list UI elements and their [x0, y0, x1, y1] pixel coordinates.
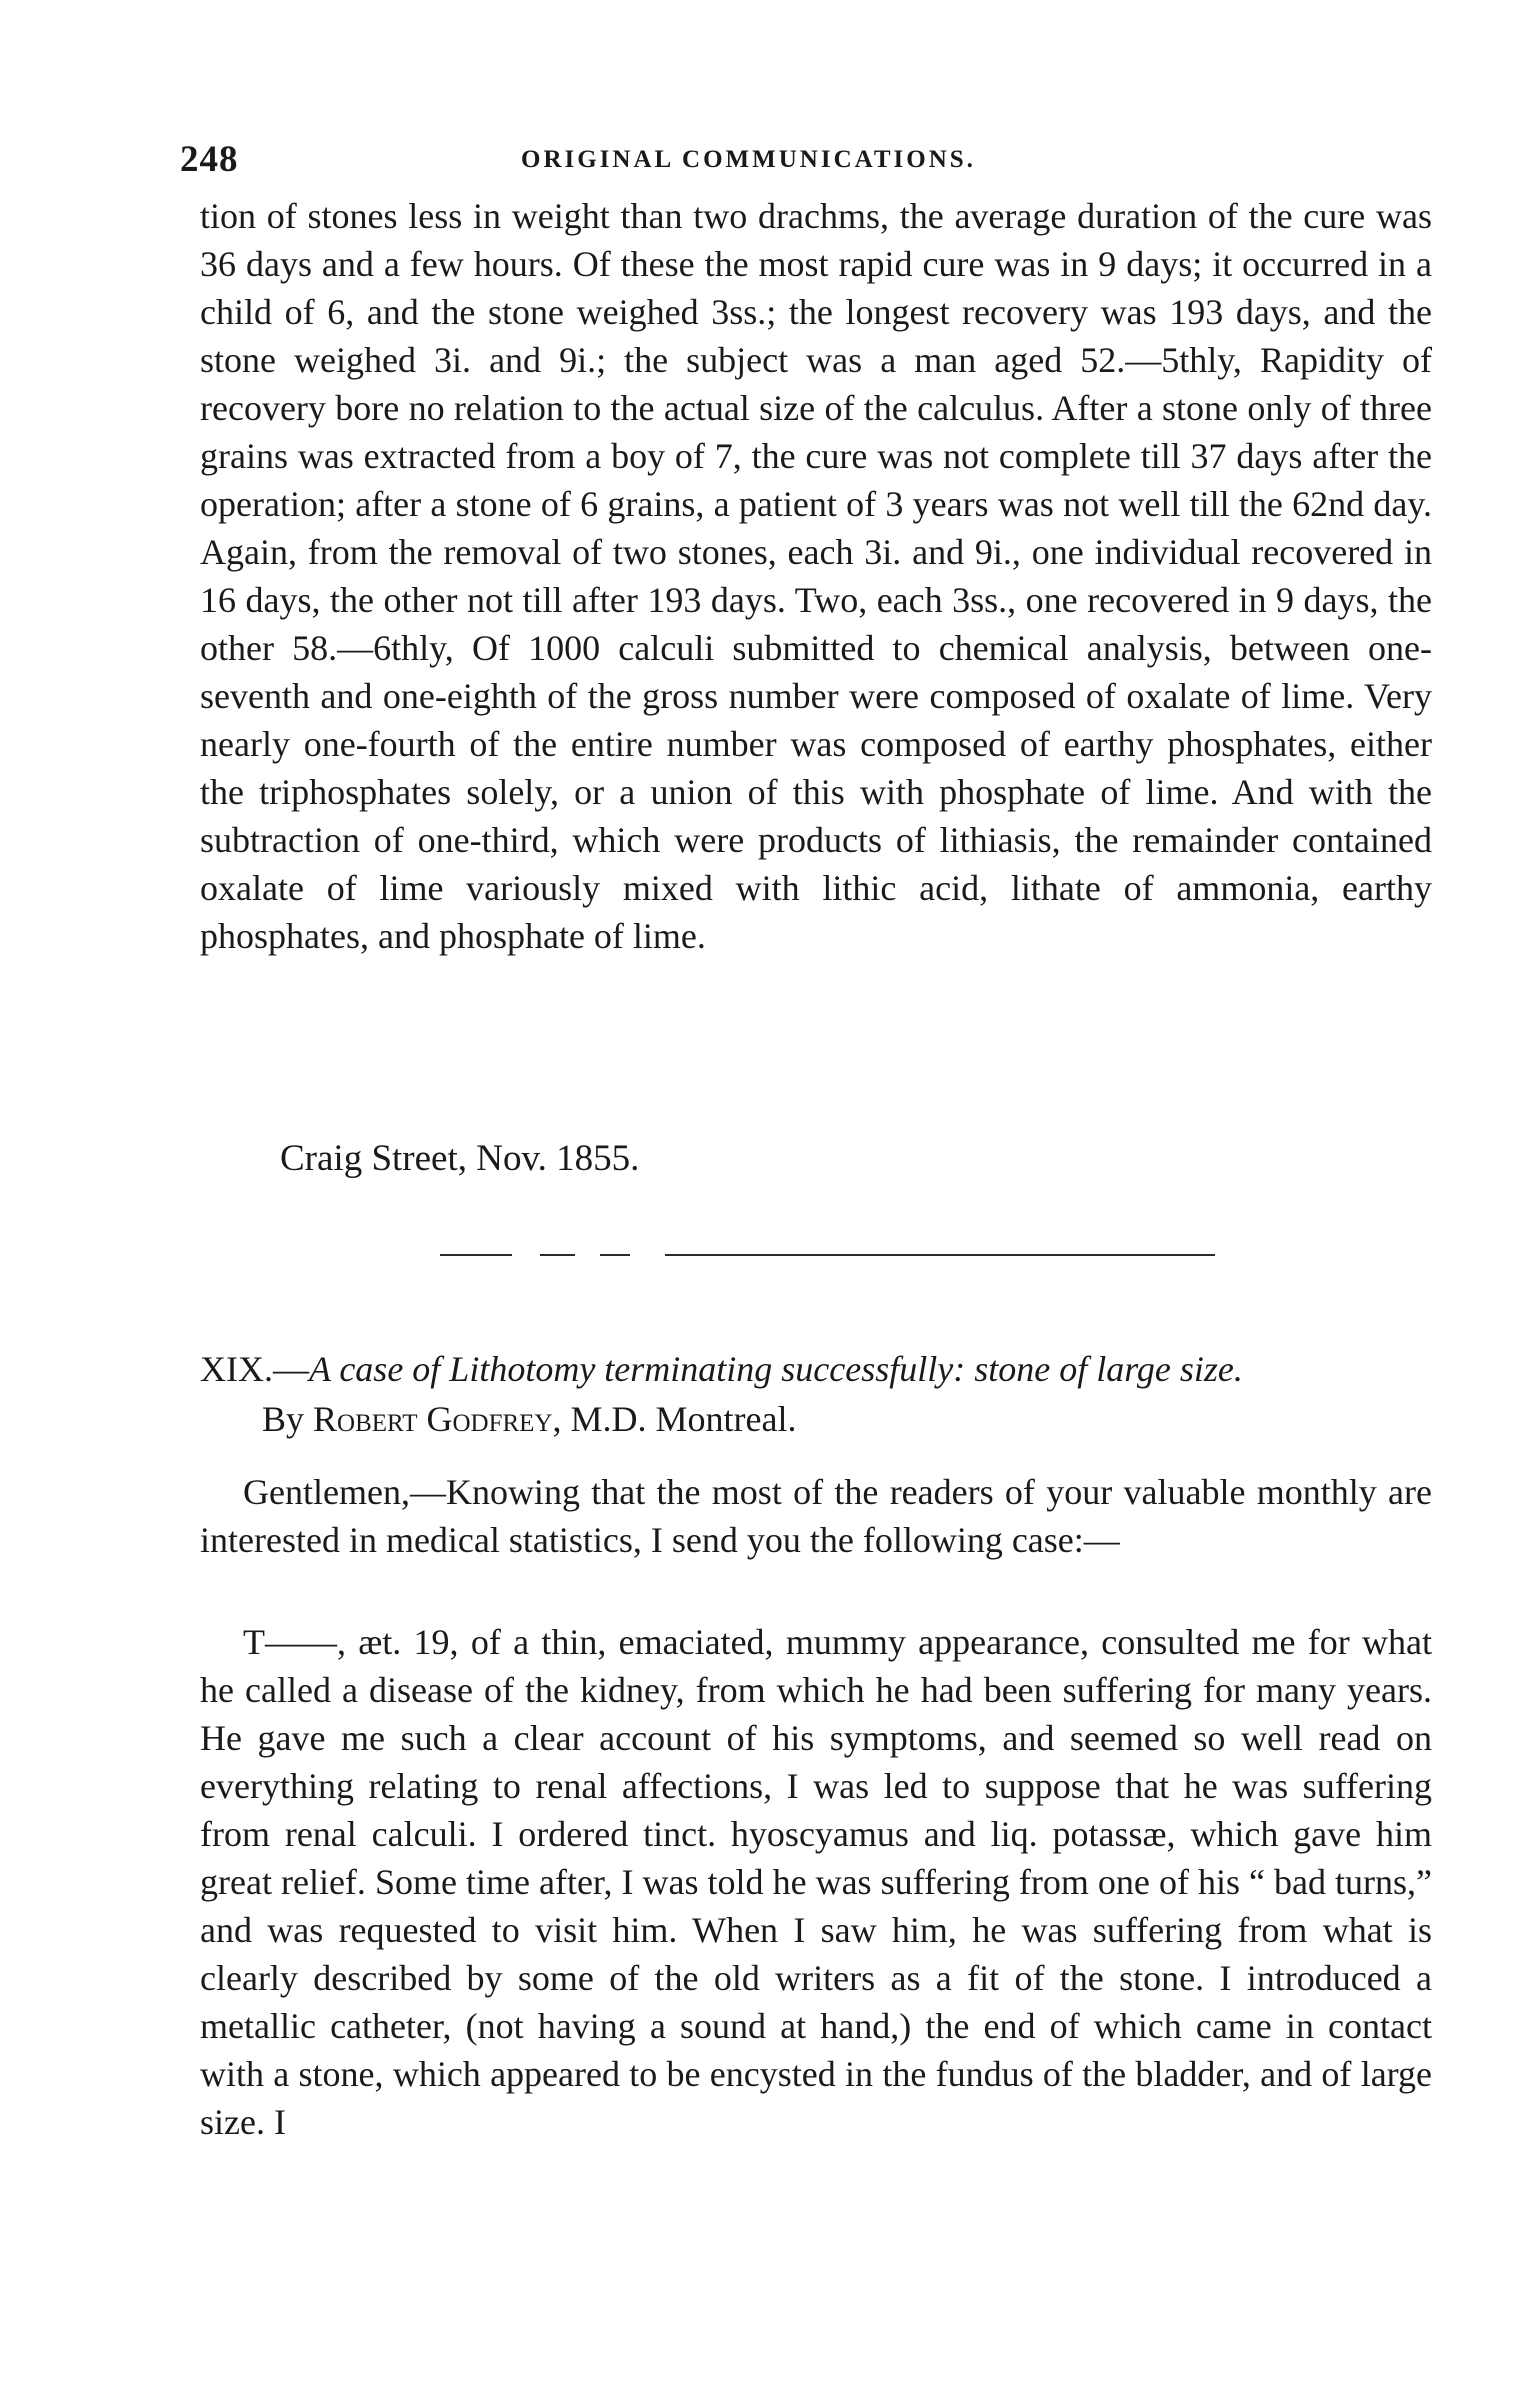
page-number: 248 [180, 139, 239, 180]
article-title: A case of Lithotomy terminating successfully: stone of large size. [308, 1349, 1243, 1389]
paragraph-salutation: Gentlemen,—Knowing that the most of the readers of your valuable monthly are interested in medical statistics, I send you the following case:— [200, 1472, 1432, 1560]
dateline: Craig Street, Nov. 1855. [280, 1138, 640, 1179]
page-header [180, 138, 1430, 188]
section-divider [0, 1254, 1529, 1257]
byline-prefix: By [262, 1399, 314, 1439]
running-head: ORIGINAL COMMUNICATIONS. [521, 146, 976, 173]
article-byline [262, 1395, 796, 1443]
author-name: Robert Godfrey [313, 1399, 553, 1439]
divider-rule-segment [540, 1254, 575, 1256]
byline-suffix: , M.D. Montreal. [552, 1399, 797, 1439]
divider-rule-segment [600, 1254, 630, 1256]
article-heading [200, 1345, 1432, 1393]
divider-rule-segment [665, 1254, 1215, 1256]
paragraph-statistics-continued: tion of stones less in weight than two drachms, the average duration of the cure was 36 days and a few hours. Of these the most rapid cure was in 9 days; it occurred in a child of 6, and the stone weighed 3ss.; the longest recovery was 193 days, and the stone weighed 3i. and 9i.; the subject was a man aged 52.—5thly, Rapidity of recovery bore no relation to the actual size of the calculus. After a stone only of three grains was extracted from a boy of 7, the cure was not complete till 37 days after the operation; after a stone of 6 grains, a patient of 3 years was not well till the 62nd day. Again, from the removal of two stones, each 3i. and 9i., one individual recovered in 16 days, the other not till after 193 days. Two, each 3ss., one recovered in 9 days, the other 58.—6thly, Of 1000 calculi submitted to chemical analysis, between one-seventh and one-eighth of the gross number were composed of oxalate of lime. Very nearly one-fourth of the entire number was composed of earthy phosphates, either the triphosphates solely, or a union of this with phosphate of lime. And with the subtraction of one-third, which were products of lithiasis, the remainder contained oxalate of lime variously mixed with lithic acid, lithate of ammonia, earthy phosphates, and phosphate of lime. [200, 196, 1432, 956]
article-number: XIX.— [200, 1349, 309, 1389]
divider-rule-segment [440, 1254, 512, 1256]
paragraph-case-report: T——, æt. 19, of a thin, emaciated, mummy appearance, consulted me for what he called a disease of the kidney, from which he had been suffering for many years. He gave me such a clear account of his symptoms, and seemed so well read on everything relating to renal affections, I was led to suppose that he was suffering from renal calculi. I ordered tinct. hyoscyamus and liq. potassæ, which gave him great relief. Some time after, I was told he was suffering from one of his “ bad turns,” and was requested to visit him. When I saw him, he was suffering from what is clearly described by some of the old writers as a fit of the stone. I introduced a metallic catheter, (not having a sound at hand,) the end of which came in contact with a stone, which appeared to be encysted in the fundus of the bladder, and of large size. I [200, 1622, 1432, 2142]
